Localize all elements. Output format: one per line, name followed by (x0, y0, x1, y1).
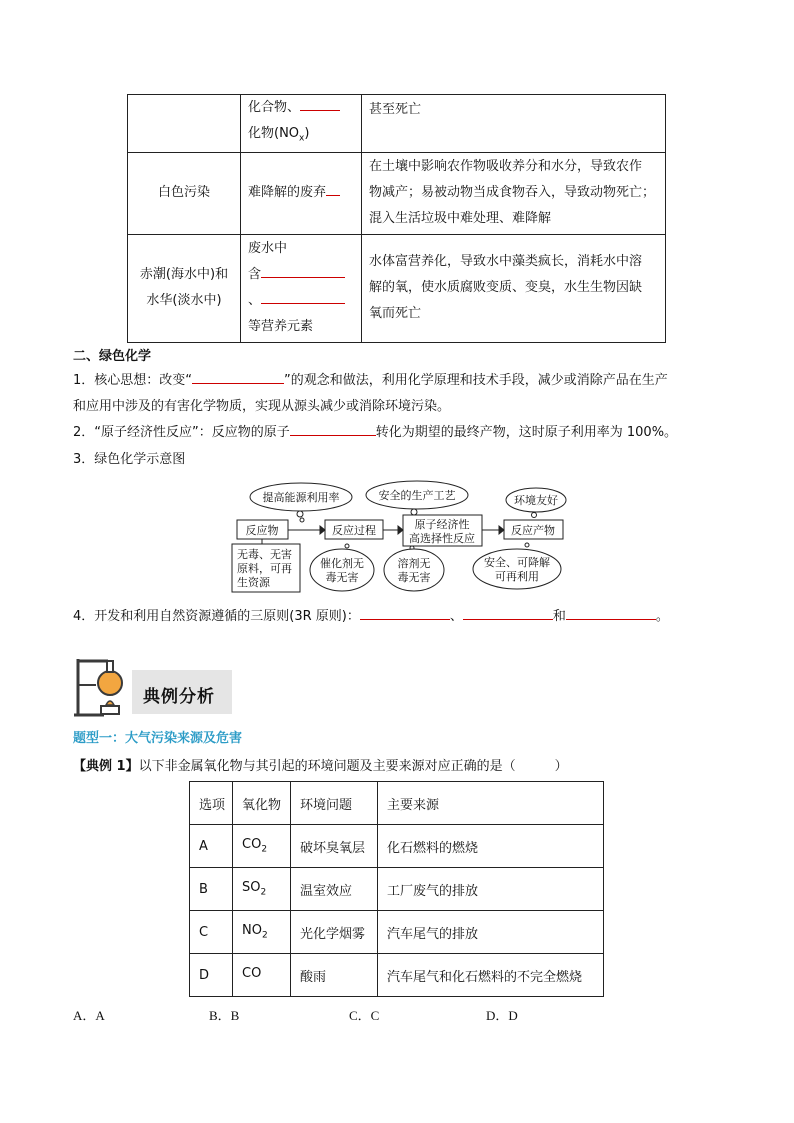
table-header-row (190, 782, 604, 825)
svg-text:原料，可再: 原料，可再 (237, 562, 292, 575)
cell-issue: 破坏臭氧层 (291, 825, 378, 868)
cell-source: 工厂废气的排放 (378, 868, 604, 911)
svg-text:毒无害: 毒无害 (397, 571, 431, 584)
svg-text:安全、可降解: 安全、可降解 (484, 556, 550, 569)
svg-text:溶剂无: 溶剂无 (397, 557, 431, 570)
bubble-safe-process (366, 481, 468, 520)
cell-option: C (190, 911, 233, 954)
paragraph-core-idea-cont: 和应用中涉及的有害化学物质，实现从源头减少或消除环境污染。 (73, 399, 451, 414)
cell-issue: 酸雨 (291, 954, 378, 997)
banner-title: 典例分析 (143, 687, 215, 707)
svg-text:反应物: 反应物 (245, 524, 279, 537)
cell-option: B (190, 868, 233, 911)
box-atom-economy (403, 515, 482, 546)
note-raw-materials (232, 539, 300, 592)
answer-blank[interactable] (360, 619, 450, 620)
bubble-energy-efficiency (250, 483, 352, 522)
svg-text:原子经济性: 原子经济性 (414, 518, 470, 531)
svg-text:反应产物: 反应产物 (511, 524, 555, 537)
cell-oxide: $CO_2$ (233, 825, 291, 868)
pollution-harm-cell: 水体富营养化，导致水中藻类疯长，消耗水中溶 解的氧，使水质腐败变质、变臭，水生生物因缺 氧而死亡 (362, 234, 666, 342)
svg-text:毒无害: 毒无害 (325, 571, 359, 584)
box-reactants (237, 520, 288, 539)
choice-d[interactable]: D．D (486, 1008, 518, 1023)
table-row (190, 954, 604, 997)
svg-text:高选择性反应: 高选择性反应 (409, 532, 475, 545)
pollution-harm-cell: 在土壤中影响农作物吸收养分和水分，导致农作 物减产；易被动物当成食物吞入，导致动物死亡； 混入生活垃圾中难处理、难降解 (362, 152, 666, 234)
bubble-eco-friendly (506, 488, 566, 518)
example-question: 【典例 1】以下非金属氧化物与其引起的环境问题及主要来源对应正确的是（ ） (73, 759, 568, 774)
pollution-cause-cell: 废水中 含 、 等营养元素 (241, 234, 362, 342)
svg-text:可再利用: 可再利用 (495, 570, 539, 583)
pollution-name-cell: 赤潮(海水中)和 水华(淡水中) (128, 234, 241, 342)
cell-option: D (190, 954, 233, 997)
paragraph-diagram-title: 3．绿色化学示意图 (73, 452, 186, 467)
svg-text:生资源: 生资源 (237, 576, 270, 589)
cell-source: 化石燃料的燃烧 (378, 825, 604, 868)
bubble-solvent (384, 546, 444, 591)
choice-b[interactable]: B．B (209, 1008, 240, 1023)
svg-text:催化剂无: 催化剂无 (320, 557, 364, 570)
question-table (189, 781, 604, 997)
pollution-cause-cell: 难降解的废弃 (241, 152, 362, 234)
cell-oxide: CO (233, 954, 291, 997)
cell-option: A (190, 825, 233, 868)
cell-source: 汽车尾气和化石燃料的不完全燃烧 (378, 954, 604, 997)
lab-flask-icon (74, 655, 134, 719)
cell-oxide: $SO_2$ (233, 868, 291, 911)
choice-c[interactable]: C．C (349, 1008, 380, 1023)
table-row (190, 825, 604, 868)
col-header: 选项 (190, 782, 233, 825)
cell-oxide: $NO_2$ (233, 911, 291, 954)
svg-text:反应过程: 反应过程 (332, 524, 376, 537)
choice-a[interactable]: A．A (73, 1008, 105, 1023)
bubble-recyclable (473, 543, 561, 589)
table-row (190, 911, 604, 954)
svg-text:提高能源利用率: 提高能源利用率 (262, 491, 340, 504)
svg-text:安全的生产工艺: 安全的生产工艺 (378, 489, 456, 502)
answer-blank[interactable] (463, 619, 553, 620)
pollution-harm-cell: 甚至死亡 (362, 95, 666, 153)
paragraph-core-idea: 1．核心思想：改变“ ”的观念和做法，利用化学原理和技术手段，减少或消除产品在生产 (73, 373, 668, 388)
svg-text:环境友好: 环境友好 (514, 494, 558, 507)
table-row (190, 868, 604, 911)
cell-issue: 光化学烟雾 (291, 911, 378, 954)
cell-issue: 温室效应 (291, 868, 378, 911)
bubble-catalyst (310, 544, 374, 591)
box-reaction-process (325, 520, 383, 539)
paragraph-atom-economy: 2．“原子经济性反应”：反应物的原子 转化为期望的最终产物，这时原子利用率为 100%。 (73, 425, 678, 440)
box-products (504, 520, 563, 539)
col-header: 环境问题 (291, 782, 378, 825)
cell-source: 汽车尾气的排放 (378, 911, 604, 954)
col-header: 氧化物 (233, 782, 291, 825)
question-type-title: 题型一：大气污染来源及危害 (73, 731, 243, 746)
section-heading: 二、绿色化学 (73, 349, 152, 364)
pollution-cause-cell: 化合物、 化物$(NO_x)$ (241, 95, 362, 153)
answer-blank[interactable] (566, 619, 656, 620)
pollution-name-cell: 白色污染 (128, 152, 241, 234)
paragraph-3r-principle: 4．开发和利用自然资源遵循的三原则(3R 原则)： 、 和 。 (73, 609, 669, 624)
col-header: 主要来源 (378, 782, 604, 825)
svg-text:无毒、无害: 无毒、无害 (237, 548, 292, 561)
